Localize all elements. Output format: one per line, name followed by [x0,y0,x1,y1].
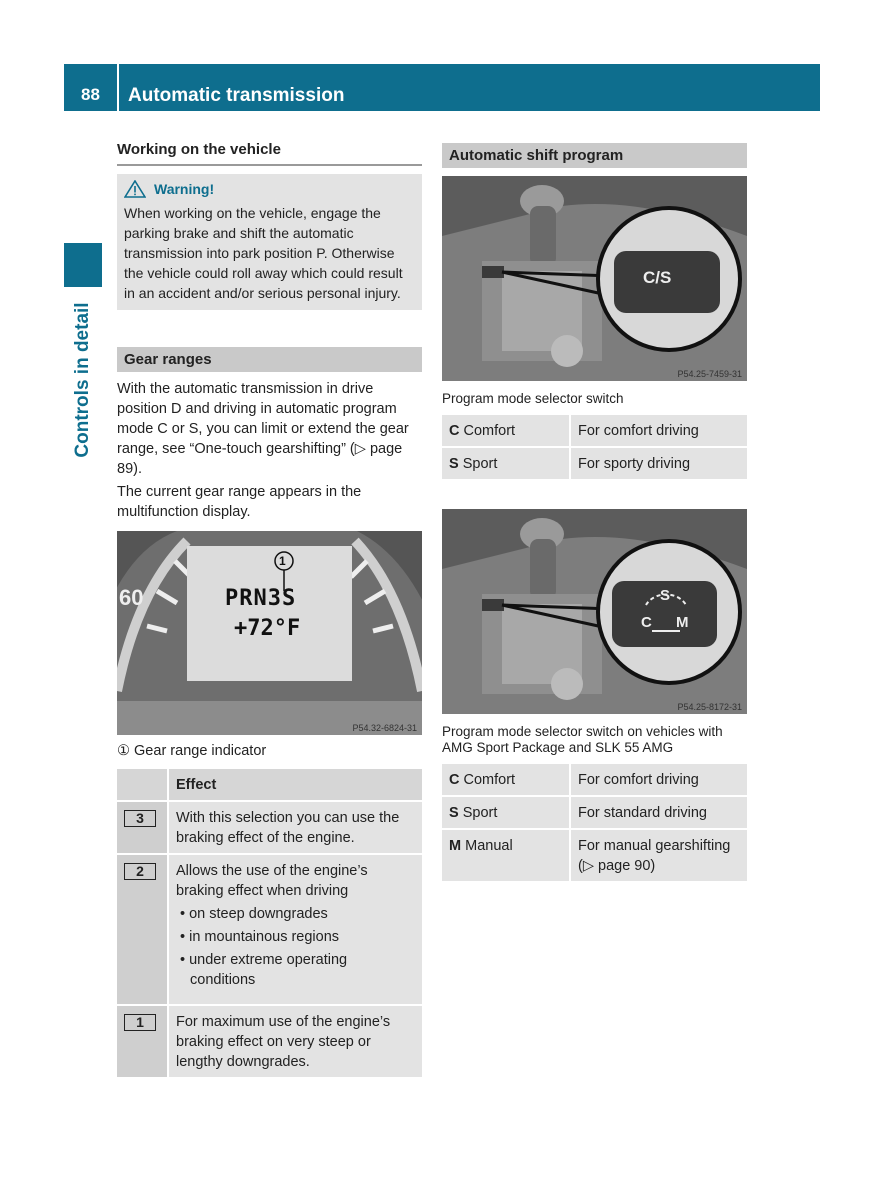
gear-range-table [117,769,422,1079]
program-table-1 [442,415,747,481]
bullet-item: • on steep downgrades [180,906,328,922]
callout-number: 1 [279,554,286,568]
figure-caption: Program mode selector switch [442,391,624,406]
amg-selector-switch-figure [442,509,747,714]
table-row [117,854,422,1005]
caption-number: ① [117,743,130,759]
program-name: Manual [465,838,513,854]
table-row [442,796,747,829]
side-tab-marker [64,243,102,287]
bullet-text: under extreme operating conditions [189,952,348,988]
gear-key-2: 2 [124,863,156,880]
gear-key-cell [117,1005,168,1078]
bullet-text: on steep downgrades [189,906,328,922]
gear-key-cell [117,854,168,1005]
gear-key-1: 1 [124,1014,156,1031]
program-name: Comfort [463,423,516,439]
warning-title: Warning! [154,181,215,197]
selector-switch-figure [442,176,747,381]
table-row [442,415,747,447]
figure-code: P54.25-7459-31 [677,369,742,379]
table-row [117,1005,422,1078]
speedometer-value: 60 [119,585,144,610]
shift-program-title: Automatic shift program [442,143,747,168]
bullet-item: • under extreme operating conditions [180,952,348,988]
gear-key-3: 3 [124,810,156,827]
table-row [442,764,747,796]
program-key: M [449,838,462,854]
table-row [442,447,747,480]
program-cell [442,764,570,796]
bullet-item: • in mountainous regions [180,929,340,945]
effect-cell [168,854,422,1005]
cs-button-label: C/S [643,268,672,287]
program-name: Sport [462,805,498,821]
program-cell [442,796,570,829]
page-title: Automatic transmission [128,85,345,106]
table-row [117,801,422,854]
gear-ranges-paragraph-1: With the automatic transmission in drive position D and driving in automatic program mode C or S, you can limit or extend the gear range, see “One-touch gearshifting” (▷ page 89). [117,381,409,477]
figure-code: P54.32-6824-31 [352,723,417,733]
mode-m-label: M [676,614,689,631]
console-illustration [442,176,747,381]
program-desc: For comfort driving [570,764,747,796]
program-key: S [449,805,459,821]
effect-cell: For maximum use of the engine’s braking effect on very steep or lengthy downgrades. [168,1005,422,1078]
program-cell [442,447,570,480]
effect-cell: With this selection you can use the braking effect of the engine. [168,801,422,854]
program-desc: For sporty driving [570,447,747,480]
figure-caption [117,741,422,761]
mode-s-label: S [660,587,671,604]
gear-display-line1: PRN3S [225,586,297,611]
program-key: S [449,456,459,472]
program-key: C [449,423,460,439]
program-name: Comfort [463,772,516,788]
gear-ranges-paragraph-2: The current gear range appears in the multifunction display. [117,484,362,520]
program-desc: For standard driving [570,796,747,829]
program-name: Sport [462,456,498,472]
working-section-title: Working on the vehicle [117,140,422,166]
figure-code: P54.25-8172-31 [677,702,742,712]
program-cell [442,829,570,882]
program-key: C [449,772,460,788]
warning-text: When working on the vehicle, engage the parking brake and shift the automatic transmission into park position P. Otherwise the vehicle could roll away which could result in an accident and/or serious personal injury. [124,205,403,301]
table-header-row [117,769,422,801]
mode-c-label: C [641,614,652,631]
gear-range-display-figure [117,531,422,735]
warning-header [124,179,415,199]
figure-caption: Program mode selector switch on vehicles with AMG Sport Package and SLK 55 AMG [442,724,723,755]
gear-key-cell [117,801,168,854]
header-divider [117,64,119,111]
temperature-display: +72°F [234,616,301,641]
table-header-effect: Effect [168,769,422,801]
amg-console-illustration [442,509,747,714]
caption-text: Gear range indicator [134,743,267,759]
program-table-2 [442,764,747,883]
warning-triangle-icon [124,180,146,198]
gear-ranges-title: Gear ranges [117,347,422,372]
left-column [117,140,422,1079]
page-number: 88 [81,85,100,104]
warning-box [117,174,422,310]
program-cell [442,415,570,447]
table-row [442,829,747,882]
program-desc: For manual gearshifting (▷ page 90) [570,829,747,882]
sidebar-section-label: Controls in detail [72,302,93,458]
effect-text: Allows the use of the engine’s braking effect when driving [176,863,368,899]
program-desc: For comfort driving [570,415,747,447]
bullet-text: in mountainous regions [189,929,340,945]
right-column [442,143,747,883]
table-header-key [117,769,168,801]
